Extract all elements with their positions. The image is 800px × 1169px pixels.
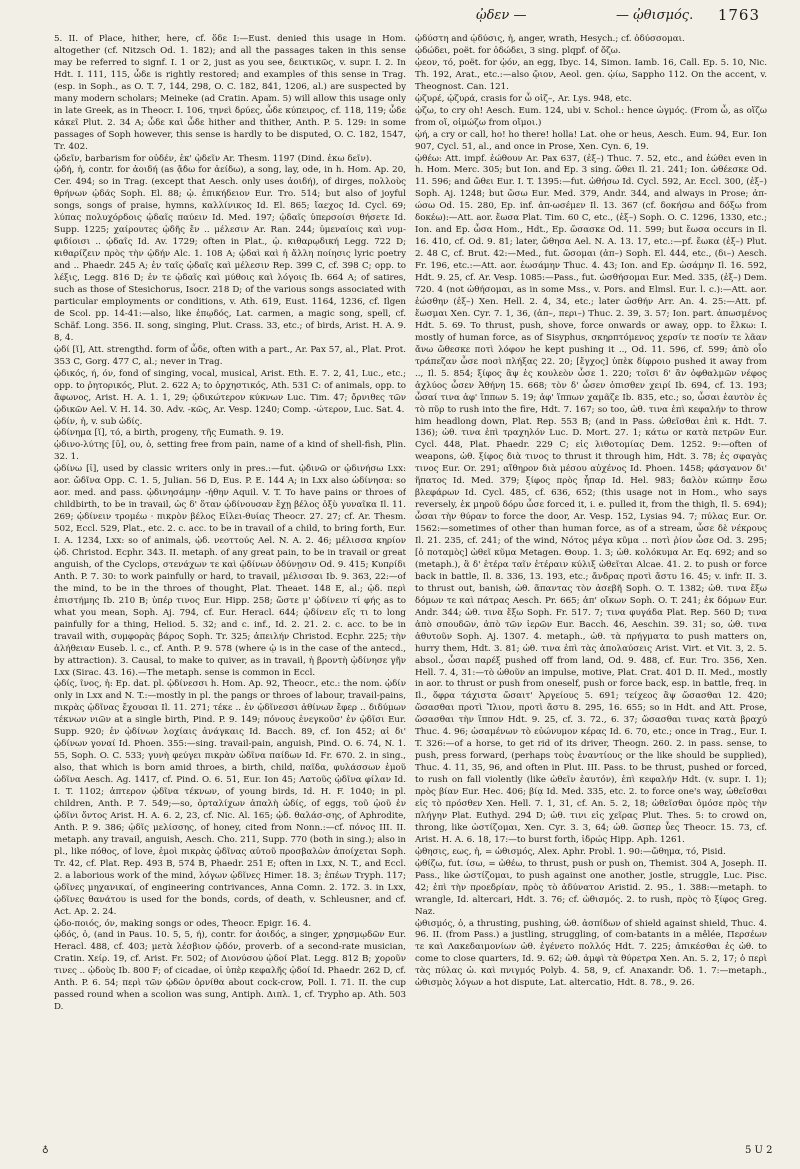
entry-right-9: ᾠθισμός, ὁ, a thrusting, pushing, ὠθ. ἀσπίδων of shield against shield, Thuc. 4. 96. II. (from Pass.) a justling, struggling, of com-batants in a mêlée, Περσέων τε καὶ Λακεδαιμονίων ὠθ. ἐγένετο πολλός Hdt. 7. 225; ἀπικέσθαι ἐς ὠθ. to come to close quarters, Id. 9. 62; ὠθ. ἀμφὶ τὰ θύρετρα Xen. An. 5. 2, 17; ὁ περὶ τὰς πύλας ὠ. καὶ πνιγμός Polyb. 4. 58, 9, cf. Anaxandr. Ὀδ. 1. 7:—metaph., ὠθισμὸς λόγων a hot dispute, Lat. altercatio, Hdt. 8. 78., 9. 26. — [415, 918, 767, 989]
entry-left-7: ᾠδινο-λύτης [ῡ], ου, ὁ, setting free from pain, name of a kind of shell-fish, Plin. 32. 1. — [54, 440, 406, 463]
entry-right-0: ᾠδύστη and ᾠδύσις, ἡ, anger, wrath, Hesych.; cf. ὀδύσσομαι. — [415, 34, 685, 44]
entry-left-2: ᾠδή, ἡ, contr. for ἀοιδή (as ᾄδω for ἀείδω), a song, lay, ode, in h. Hom. Ap. 20, Cer. 494; so in Trag. (except that Aesch. only uses ἀοιδή), of dirges, πολλοὺς θρήνων ᾠδάς Soph. El. 88; ᾠ. ἐπικήδειον Eur. Tro. 514; but also of joyful songs, songs of praise, hymns, καλλίνικος Id. El. 865; ἴαεχος Id. Cycl. 69; λύπας πολυχόρδοις ᾠδαῖς παύειν Id. Med. 197; ᾠδαῖς ὑπερσοίσι θήσετε Id. Supp. 1225; χαίρουτες ᾠδῆς ἔν .. μέλεσιν Ar. Ran. 244; ὑμεναίοις καὶ νυμ-φιδίοισι .. ᾠδαῖς Id. Av. 1729; often in Plat., ᾠ. κιθαρῳδική Legg. 722 D; κιθαρίζειν πρὸς τὴν ᾠδήν Alc. 1. 108 A; ᾠδαὶ καὶ ἡ ἄλλη ποίησις lyric poetry and .. Phaedr. 245 A; ἐν ταῖς ᾠδαῖς καὶ μέλεσιν Rep. 399 C, cf. 398 C; opp. to λέξις, Legg. 816 D; ἐν τε ᾠδαῖς καὶ μύθοις καὶ λόγοις Ib. 664 A; of satires, such as those of Stesichorus, Isocr. 218 D; of the various songs associated with particular employments or conditions, v. Ath. 619, Eust. 1164, 1236, cf. Ilgen de Scol. pp. 14-41:—also, like ἐπῳδός, Lat. carmen, a magic song, spell, cf. Schäf. Long. 356. II. song, singing, Plut. Crass. 33, etc.; of birds, Arist. H. A. 9. 8, 4. — [54, 165, 406, 343]
entry-left-10: ᾠδο-ποιός, όν, making songs or odes, Theocr. Epigr. 16. 4. — [54, 918, 312, 929]
printer-mark: ♁ — [42, 1145, 49, 1155]
page-number: 1763 — [717, 6, 760, 24]
right-column — [415, 34, 767, 1144]
entry-left-11: ᾠδός, ὁ, (and in Paus. 10. 5, 5, ή), contr. for ἀοιδός, a singer, χρησμῳδῶν Eur. Heracl. 488, cf. 403; μετὰ λέσβιον ᾠδόν, proverb. of a second-rate musician, Cratin. Χείρ. 19, cf. Arist. Fr. 502; of Διονύσου ᾠδοί Plat. Legg. 812 B; χοροῦν τινες .. ᾠδοὺς Ib. 800 F; of cicadae, οἱ ὑπὲρ κεφαλῆς ᾠδοί Id. Phaedr. 262 D, cf. Anth. P. 6. 54; περὶ τῶν ᾠδῶν ὀρνίθα about cock-crow, Poll. I. 71. II. the cup passed round when a scolion was sung, Antiph. Διπλ. 1, cf. Trypho ap. Ath. 503 D. — [54, 930, 406, 1013]
entry-left-3: ᾠδί [ῐ], Att. strengthd. form of ὧδε, often with a part., Ar. Pax 57, al., Plat. Prot. 353 C, Gorg. 477 C, al.; never in Trag. — [54, 344, 406, 367]
signature-mark: 5 U 2 — [745, 1145, 773, 1156]
entry-right-1: ᾠδώδει, poët. for ὀδώδει, 3 sing. plqpf. of ὄζω. — [415, 45, 621, 56]
header-right-guideword: — ᾠθισμός. — [616, 8, 694, 23]
entry-right-3: ᾠζυρέ, ᾠζυρά, crasis for ὦ οἰζ–, Ar. Lys. 948, etc. — [415, 93, 632, 104]
entry-right-2: ᾠεον, τό, poët. for ᾠόν, an egg, Ibyc. 14, Simon. Iamb. 16, Call. Ep. 5. 10, Nic. Th. 192, Arat., etc.:—also ᾤιον, Aeol. gen. ᾠίω, Sappho 112. On the accent, v. Theognost. Can. 121. — [415, 57, 767, 92]
entry-left-6: ᾠδίνημα [ῐ], τό, a birth, progeny, τῆς Eumath. 9. 19. — [54, 428, 284, 439]
entry-right-7: ᾠθησις, εως, ἡ, = ὠθισμός, Alex. Aphr. Probl. 1. 90:—ὤθημα, τό, Pisid. — [415, 846, 726, 857]
running-header — [36, 6, 760, 30]
entry-left-5: ᾠδίν, ἡ, v. sub ὠδίς. — [54, 416, 143, 427]
entry-left-9: ᾠδίς, ῖνος, ἡ: Ep. dat. pl. ᾠδίνεσσι h. Hom. Ap. 92, Theocr., etc.: the nom. ᾠδίν only in Lxx and N. T.:—mostly in pl. the pangs or throes of labour, travail-pains, πικρὰς ᾠδῖνας ἔχουσαι Il. 11. 271; τέκε .. ἐν ᾠδῖνεσσι ἀθίνων ἔφερ .. διδύμων τέκνων νιῶν at a single birth, Pind. P. 9. 149; πόνους ἐνεγκοῦσ' ἐν ᾠδῖσι Eur. Supp. 920; ἐν ᾠδίνων λοχίαις ἀνάγκαις Id. Bacch. 89, cf. Ion 452; αἱ δι' ᾠδίνων γοναί Id. Phoen. 355:—sing. travail-pain, anguish, Pind. O. 6. 74, N. 1. 55, Soph. O. C. 533; γυνὴ φεύγει πικρὰν ὠδῖνα παίδων Id. Fr. 670. 2. in sing., also, that which is born amid throes, a birth, child, παῖδα, φυλάσσων ἐμοῦ ὠδῖνα Aesch. Ag. 1417, cf. Pind. O. 6. 51, Eur. Ion 45; Λατοῦς ᾠδῖνα φίλαν Id. I. T. 1102; ἀπτερον ᾠδῖνα τέκνων, of young birds, Id. H. F. 1040; in pl. children, Anth. P. 7. 549;—so, ὀρταλίχων ἀπαλὴ ὠδίς, of eggs, τοῦ ᾠοῦ ἐν ᾠδῖνι ὄντος Arist. H. A. 6. 2, 23, cf. Nic. Al. 165; ᾠδ. θαλάσ-σης, of Aphrodite, Anth. P. 9. 386; ᾠδῖς μελίσσης, of honey, cited from Nonn.:—cf. πόνος III. II. metaph. any travail, anguish, Aesch. Cho. 211, Supp. 770 (both in sing.); also in pl., like πόθος, of love, ἐμοὶ πικρὰς ᾠδῖνας αὐτοῦ προσβαλὼν ἀποίχεται Soph. Tr. 42, cf. Plat. Rep. 493 B, 574 B, Phaedr. 251 E; often in Lxx, N. T., and Eccl. 2. a laborious work of the mind, λόγων ᾠδῖνες Himer. 18. 3; ἐπέων Tryph. 117; ᾠδῖνες μηχανικαί, of engineering contrivances, Anna Comn. 2. 172. 3. in Lxx, ᾠδῖνες θανάτου is used for the bonds, cords, of death, v. Schleusner, and cf. Act. Ap. 2. 24. — [54, 679, 406, 917]
entry-left-0: 5. II. of Place, hither, here, cf. ὅδε I:—Eust. denied this usage in Hom. altogether (cf. Nitzsch Od. 1. 182); and all the passages taken in this sense may be referred to signf. I. 1 or 2, just as you see, δεικτικῶς, v. supr. I. 2. In Hdt. I. 111, 115, ὧδε is rightly restored; and examples of this sense in Trag. (esp. in Soph., as O. T. 7, 144, 298, O. C. 182, 841, 1206, al.) are suspected by many modern scholars; Meineke (ad Cratin. Apam. 5) will allow this usage only in late Greek, as in Theocr. I. 106, τηνεὶ δρύες, ὧδε κύπειρος, cf. 118, 119; ὧδε κἀκεῖ Plut. 2. 34 A; ὧδε καὶ ὧδε hither and thither, Anth. P. 5. 129: in some passages of Soph however, this sense is hardly to be disputed, O. C. 182, 1547, Tr. 402. — [54, 34, 406, 152]
entry-left-4: ᾠδικός, ή, όν, fond of singing, vocal, musical, Arist. Eth. E. 7. 2, 41, Luc., etc.; opp. to ῥητορικός, Plut. 2. 622 A; to ὀρχηστικός, Ath. 531 C: of animals, opp. to ἄφωνος, Arist. H. A. 1. 1, 29; ᾠδικώτερον κύκνων Luc. Tim. 47; ὄρνιθες τῶν ᾠδικῶν Ael. V. H. 14. 30. Adv. -κῶς, Ar. Vesp. 1240; Comp. -ώτερον, Luc. Sat. 4. — [54, 368, 406, 415]
entry-right-4: ᾠζω, to cry oh! Aesch. Eum. 124, ubi v. Schol.: hence ὠγμός. (From ὦ, as οἴζω from οἴ, οἰμώζω from οἴμοι.) — [415, 105, 767, 128]
entry-right-8: ᾠθίζω, fut. ίσω, = ὠθέω, to thrust, push or push on, Themist. 304 A, Joseph. II. Pass., like ὠστίζομαι, to push against one another, jostle, struggle, Luc. Pisc. 42; ἐπὶ τὴν προεδρίαν, πρὸς τὸ ἀδύνατον Aristid. 2. 95., 1. 388:—metaph. to wrangle, Id. altercari, Hdt. 3. 76; cf. ὠθισμός. 2. to rush, πρὸς τὸ ξίφος Greg. Naz. — [415, 858, 767, 917]
entry-left-8: ᾠδίνω [ῑ], used by classic writers only in pres.:—fut. ᾠδινῶ or ᾠδινήσω Lxx: aor. ὤδῖνα Opp. C. 1. 5, Julian. 56 D, Eus. P. E. 144 A; in Lxx also ὠδίνησα: so aor. med. and pass. ᾠδινησάμην -ήθην Aquil. V. T. To have pains or throes of childbirth, to be in travail, ὡς δ' ὅταν ᾠδίνουσαν ἔχῃ βέλος ὀξὺ γυναῖκα Il. 11. 269; ᾠδίνειν τρομέω · πικρὸν βέλος Εἰλει-θυίας Theocr. 27. 27; cf. Ar. Thesm. 502, Eccl. 529, Plat., etc. 2. c. acc. to be in travail of a child, to bring forth, Eur. I. A. 1234, Lxx: so of animals, ᾠδ. νεοττούς Ael. N. A. 2. 46; μέλισσα κηρίον ᾠδ. Christod. Ecphr. 343. II. metaph. of any great pain, to be in travail or great anguish, of the Cyclops, στενάχων τε καὶ ᾠδίνων ὀδύνῃσιν Od. 9. 415; Κυπρίδι Anth. P. 7. 30: to work painfully or hard, to travail, μέλισσαι Ib. 9. 363, 22:—of the mind, to be in the throes of thought, Plat. Theaet. 148 E, al.; ᾠδ. περὶ ἐπιστήμης Ib. 210 B; ὑπέρ τινος Eur. Hipp. 258; ὥστε μ' ᾠδίνειν τί φής as to what you mean, Soph. Aj. 794, cf. Eur. Heracl. 644; ᾠδίνειν εἴς τι to long painfully for a thing, Heliod. 5. 32; and c. inf., Id. 2. 21. 2. c. acc. to be in travail with, συμφορὰς βάρος Soph. Tr. 325; ἀπειλήν Christod. Ecphr. 225; τὴν ἀλήθειαν Euseb. l. c., cf. Anth. P. 9. 578 (where ᾠ is in the case of the antecd., by attraction). 3. Causal, to make to quiver, as in travail, ἡ βροντὴ ᾠδίνησε γῆν Lxx (Sirac. 43. 16).—The metaph. sense is common in Eccl. — [54, 464, 406, 678]
left-column — [54, 34, 406, 1144]
page-footer — [0, 1145, 800, 1159]
entry-right-5: ᾠή, a cry or call, ho! ho there! holla! Lat. ohe or heus, Aesch. Eum. 94, Eur. Ion 907, Cycl. 51, al., and once in Prose, Xen. Cyn. 6, 19. — [415, 129, 767, 152]
entry-left-1: ᾠδεῖν, barbarism for οὐδέν, ἐκ' ᾠδεῖν Ar. Thesm. 1197 (Dind. ἐκω δεῖν). — [54, 153, 372, 164]
entry-right-6: ᾠθέω: Att. impf. ἐώθουν Ar. Pax 637, (ἐξ–) Thuc. 7. 52, etc., and ἐώθει even in h. Hom. Merc. 305; but Ion. and Ep. 3 sing. ὤθει Il. 21. 241; Ion. ὠθέεσκε Od. 11. 596; and ὤθει Eur. I. T. 1395:—fut. ὠθήσω Id. Cycl. 592, Ar. Eccl. 300, (ἐξ–) Soph. Aj. 1248; but ὤσω Eur. Med. 379, Andr. 344, and always in Prose; ἀπ-ώσω Od. 15. 280, Ep. inf. ἀπ-ωσέμεν Il. 13. 367 (cf. δοκήσω and δόξω from δοκέω):—Att. aor. ἔωσα Plat. Tim. 60 C, etc., (ἐξ–) Soph. O. C. 1296, 1330, etc.; Ion. and Ep. ὦσα Hom., Hdt., Ep. ὤσασκε Od. 11. 599; but ἔωσα occurs in Il. 16. 410, cf. Od. 9. 81; later, ὤθησα Ael. N. A. 13. 17, etc.:—pf. ἔωκα (ἐξ–) Plut. 2. 48 C, cf. Brut. 42:—Med., fut. ὤσομαι (ἀπ–) Soph. El. 444, etc., (δι–) Aesch. Fr. 196, etc.:—Att. aor. ἐωσάμην Thuc. 4. 43; Ion. and Ep. ὠσάμην Il. 16. 592, Hdt. 9. 25, cf. Ar. Vesp. 1085:—Pass., fut. ὠσθήσομαι Eur. Med. 335, (ἐξ–) Dem. 720. 4 (not ὠθήσομαι, as in some Mss., v. Pors. and Elmsl. Eur. l. c.):—Att. aor. ἐώσθην (ἐξ–) Xen. Hell. 2. 4, 34, etc.; later ὠσθήν Arr. An. 4. 25:—Att. pf. ἔωσμαι Xen. Cyr. 7. 1, 36, (ἀπ–, περι–) Thuc. 2. 39, 3. 57; Ion. part. ἀπωσμένος Hdt. 5. 69. To thrust, push, shove, force onwards or away, opp. to ἕλκω: I. mostly of human force, as of Sisyphus, σκηρπτόμενος χερσίν τε ποσίν τε λᾶαν ἄνω ὤθεσκε ποτὶ λόφον he kept pushing it .., Od. 11. 596, cf. 599; ἀπὸ οἷο τράπεζαν ὦσε ποσὶ πλήξας 22. 20; [ἔγχος] ὑπὲκ δίφροιο pushed it away from .., Il. 5. 854; ξίφος ἂψ ἐς κουλεὸν ὦσε 1. 220; τοῖσι δ' ἂν ὀφθαλμῶν νέφος ἀχλύος ὦσεν Ἀθήνη 15. 668; τὸν δ' ὦσεν ὀπισθεν χειρί Ib. 694, cf. 13. 193; ὦσαί τινα ἀφ' ἵππων 5. 19; ἀφ' ἵππων χαμᾶζε Ib. 835, etc.; so, ὦσαι ἑαυτὸν ἐς τὸ πῦρ to rush into the fire, Hdt. 7. 167; so too, ὠθ. τινα ἐπὶ κεφαλήν to throw him headlong down, Plat. Rep. 553 B; (and in Pass. ὠθεῖσθαι ἐπὶ κ. Hdt. 7. 136); ὠθ. τινα ἐπὶ τραχηλόν Luc. D. Mort. 27. 1; κάτω or κατὰ πετρῶν Eur. Cycl. 448, Plat. Phaedr. 229 C; εἰς λιθοτομίας Dem. 1252. 9:—often of weapons, ὠθ. ξίφος διὰ τινος to thrust it through him, Hdt. 3. 78; ἐς σφαγὰς τινος Eur. Or. 291; αἴθηρον διὰ μέσου αὐχένος Id. Phoen. 1458; φάσγανον δι' ἥπατος Id. Med. 379; ξίφος πρὸς ἧπαρ Id. Hel. 983; δαλὸν κώπην ἔσω βλεφάρων Id. Cycl. 485, cf. 636, 652; (this usage not in Hom., who says reversely, ἐκ μηροῦ δόρυ ὦσε forced it, i. e. pulled it, from the thigh, Il. 5. 694); ὦσαι τὴν θύραν to force the door, Ar. Vesp. 152, Lysias 94. 7; πύλας Eur. Or. 1562:—sometimes of other than human force, as of a stream, ὦσε δὲ νέκρους Il. 21. 235, cf. 241; of the wind, Νότος μέγα κῦμα .. ποτὶ ῥίον ὦσε Od. 3. 295; [ὁ ποταμὸς] ὠθεῖ κῦμα Metagen. Θουρ. 1. 3; ὠθ. κολόκυμα Ar. Eq. 692; and so (metaph.), ἃ δ' ἑτέρα ταῖν ἑτέραιν κύλιξ ὠθεῖται Alcae. 41. 2. to push or force back in battle, Il. 8. 336, 13. 193, etc.; ἄνδρας προτὶ ἄστυ 16. 45; v. infr. II. 3. to thrust out, banish, ὠθ. ἅπαντας τὸν ἀσεβῆ Soph. O. T. 1382; ὠθ. τινα ἔξω δόμων τε καὶ πάτρας Aesch. Pr. 665; ἀπ' οἴκων Soph. O. T. 241; ἐκ δόμων Eur. Andr. 344; ὠθ. τινα ἔξω Soph. Fr. 517. 7; τινα φυγάδα Plat. Rep. 560 D; τινα ἀπὸ σπουδῶν, ἀπὸ τῶν ἱερῶν Eur. Bacch. 46, Aeschin. 39. 31; so, ὠθ. τινα ἀθυτοῦν Soph. Aj. 1307. 4. metaph., ὠθ. τὰ πρήγματα to push matters on, hurry them, Hdt. 3. 81; ὠθ. τινα ἐπὶ τὰς ἀπολαύσεις Arist. Virt. et Vit. 3, 2. 5. absol., ὦσαι παρέξ pushed off from land, Od. 9. 488, cf. Eur. Tro. 356, Xen. Hell. 7. 4, 31:—τὸ ὠθοῦν an impulse, motive, Plat. Crat. 401 D. II. Med., mostly in aor. to thrust or push from oneself, push or force back, esp. in battle, freq. in Il., ὄφρα τάχιστα ὤσαιτ' Ἀργείους 5. 691; τείχεος ἂψ ὤσασθαι 12. 420; ὤσασθαι προτὶ Ἴλιον, προτὶ ἄστυ 8. 295, 16. 655; so in Hdt. and Att. Prose, ὤσασθαι τὴν ἵππον Hdt. 9. 25, cf. 3. 72., 6. 37; ὤσασθαι τινας κατὰ βραχύ Thuc. 4. 96; ὠσαμένων τὸ εὐώνυμον κέρας Id. 6. 70, etc.; once in Trag., Eur. I. T. 326:—of a horse, to get rid of its driver, Theogn. 260. 2. in pass. sense, to push, press forward, (perhaps τοὺς ἐναντίους or the like should be supplied), Thuc. 4. 11, 35, 96, and often in Plut. III. Pass. to be thrust, pushed or forced, to rush on fall violently (like ὠθεῖν ἑαυτόν), ἐπὶ κεφαλήν Hdt. (v. supr. I. 1); πρὸς βίαν Eur. Hec. 406; βίᾳ Id. Med. 335, etc. 2. to force one's way, ὠθεῖσθαι εἰς τὸ πρόσθεν Xen. Hell. 7. 1, 31, cf. An. 5. 2, 18; ὠθεῖσθαι ὁμόσε πρὸς τὴν πλήγην Plat. Euthyd. 294 D; ὠθ. τινι εἰς χεῖρας Plut. Thes. 5: to crowd on, throng, like ὠστίζομαι, Xen. Cyr. 3. 3, 64; ὠθ. ὥσπερ ὗες Theocr. 15. 73, cf. Arist. H. A. 6. 18, 17:—to burst forth, ἱδρώς Hipp. Aph. 1261. — [415, 153, 767, 845]
header-left-guideword: ᾠδεν — — [476, 8, 527, 23]
